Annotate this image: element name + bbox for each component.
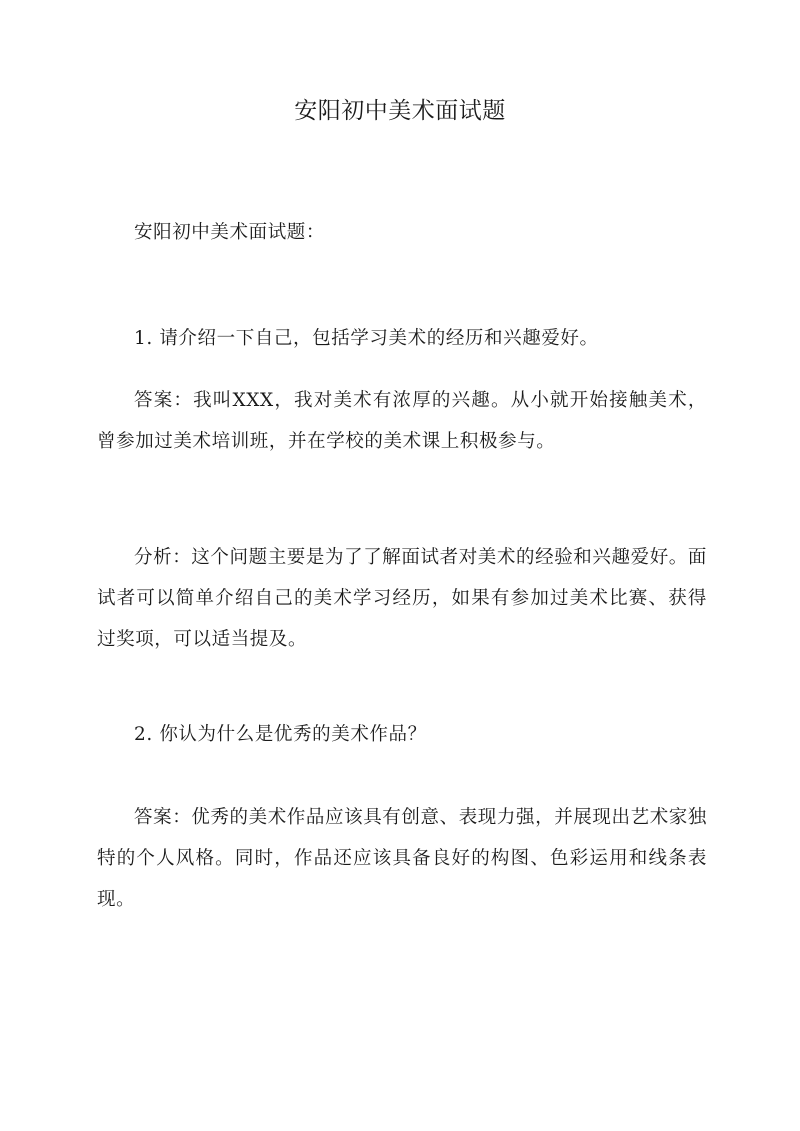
analysis-1: 分析：这个问题主要是为了了解面试者对美术的经验和兴趣爱好。面试者可以简单介绍自己的美术学习经历，如果有参加过美术比赛、获得过奖项，可以适当提及。 (97, 547, 708, 650)
intro-paragraph: 安阳初中美术面试题： (134, 222, 326, 243)
answer-1: 答案：我叫XXX，我对美术有浓厚的兴趣。从小就开始接触美术，曾参加过美术培训班，并在学校的美术课上积极参与。 (97, 390, 707, 452)
question-1: 1. 请介绍一下自己，包括学习美术的经历和兴趣爱好。 (134, 328, 599, 349)
page-title: 安阳初中美术面试题 (294, 98, 506, 124)
question-2: 2. 你认为什么是优秀的美术作品？ (134, 724, 427, 745)
answer-2: 答案：优秀的美术作品应该具有创意、表现力强，并展现出艺术家独特的个人风格。同时，作品还应该具备良好的构图、色彩运用和线条表现。 (97, 807, 708, 910)
